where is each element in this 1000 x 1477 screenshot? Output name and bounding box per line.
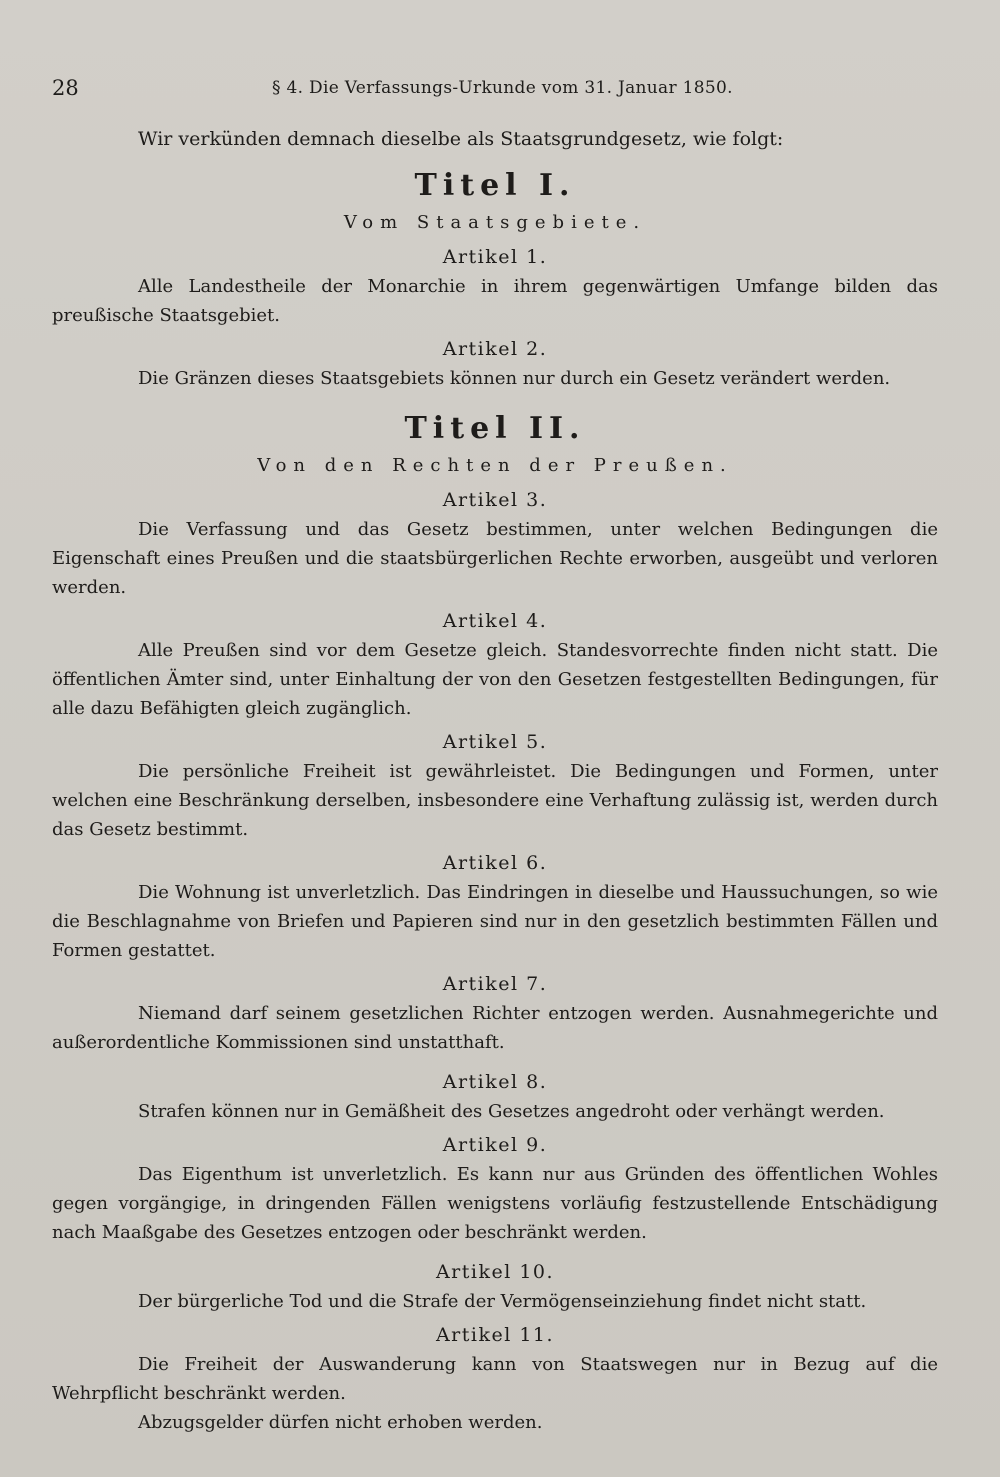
running-title: § 4. Die Verfassungs-Urkunde vom 31. Januar 1850. <box>272 78 733 98</box>
title-heading: Titel II. <box>404 411 586 446</box>
article-9 <box>52 1130 938 1247</box>
article-paragraph: Abzugsgelder dürfen nicht erhoben werden. <box>138 1412 543 1433</box>
article-paragraph: Die Gränzen dieses Staatsgebiets können nur durch ein Gesetz verändert werden. <box>138 368 891 389</box>
article-7 <box>52 969 938 1057</box>
proclamation-text: Wir verkünden demnach dieselbe als Staatsgrundgesetz, wie folgt: <box>138 128 784 150</box>
article-paragraph: Die Freiheit der Auswanderung kann von Staatswegen nur in Bezug auf die Wehrpflicht beschränkt werden. <box>52 1354 938 1404</box>
article-paragraph: Niemand darf seinem gesetzlichen Richter entzogen werden. Ausnahmegerichte und außerordentliche Kommissionen sind unstatthaft. <box>52 1003 938 1053</box>
title-block-1 <box>52 164 938 238</box>
article-6 <box>52 848 938 965</box>
article-paragraph: Strafen können nur in Gemäßheit des Gesetzes angedroht oder verhängt werden. <box>138 1101 885 1122</box>
article-paragraph: Alle Preußen sind vor dem Gesetze gleich. Standesvorrechte finden nicht statt. Die öffentlichen Ämter sind, unter Einhaltung der von den Gesetzen festgestellten Bedingungen, für alle dazu Befähigten gleich zugänglich. <box>52 640 938 719</box>
article-paragraph: Die Wohnung ist unverletzlich. Das Eindringen in dieselbe und Haussuchungen, so wie die Beschlagnahme von Briefen und Papieren sind nur in den gesetzlich bestimmten Fällen und Formen gestattet. <box>52 882 938 961</box>
article-heading: Artikel 7. <box>442 973 548 995</box>
article-8 <box>52 1067 938 1126</box>
article-5 <box>52 727 938 844</box>
article-paragraph: Der bürgerliche Tod und die Strafe der Vermögenseinziehung findet nicht statt. <box>138 1291 867 1312</box>
article-4 <box>52 606 938 723</box>
article-2 <box>52 334 938 393</box>
article-10 <box>52 1257 938 1316</box>
article-heading: Artikel 1. <box>442 246 548 268</box>
article-heading: Artikel 4. <box>442 610 548 632</box>
article-3 <box>52 485 938 602</box>
running-header <box>52 76 938 116</box>
article-heading: Artikel 8. <box>442 1071 548 1093</box>
article-paragraph: Alle Landestheile der Monarchie in ihrem gegenwärtigen Umfange bilden das preußische Staatsgebiet. <box>52 276 938 326</box>
title-block-2 <box>52 407 938 481</box>
article-heading: Artikel 2. <box>442 338 548 360</box>
title-subheading: Von den Rechten der Preußen. <box>257 455 733 476</box>
article-paragraph: Die persönliche Freiheit ist gewährleistet. Die Bedingungen und Formen, unter welchen eine Beschränkung derselben, insbesondere eine Verhaftung zulässig ist, werden durch das Gesetz bestimmt. <box>52 761 938 840</box>
article-heading: Artikel 6. <box>442 852 548 874</box>
title-subheading: Vom Staatsgebiete. <box>343 212 647 233</box>
article-paragraph: Die Verfassung und das Gesetz bestimmen, unter welchen Bedingungen die Eigenschaft eines Preußen und die staatsbürgerlichen Rechte erworben, ausgeübt und verloren werden. <box>52 519 938 598</box>
article-11 <box>52 1320 938 1437</box>
article-heading: Artikel 10. <box>435 1261 555 1283</box>
article-heading: Artikel 5. <box>442 731 548 753</box>
article-heading: Artikel 3. <box>442 489 548 511</box>
page-number: 28 <box>52 76 79 100</box>
article-heading: Artikel 11. <box>435 1324 555 1346</box>
article-heading: Artikel 9. <box>442 1134 548 1156</box>
article-paragraph: Das Eigenthum ist unverletzlich. Es kann nur aus Gründen des öffentlichen Wohles gegen vorgängige, in dringenden Fällen wenigstens vorläufig festzustellende Entschädigung nach Maaßgabe des Gesetzes entzogen oder beschränkt werden. <box>52 1164 938 1243</box>
title-heading: Titel I. <box>414 168 576 203</box>
article-1 <box>52 242 938 330</box>
